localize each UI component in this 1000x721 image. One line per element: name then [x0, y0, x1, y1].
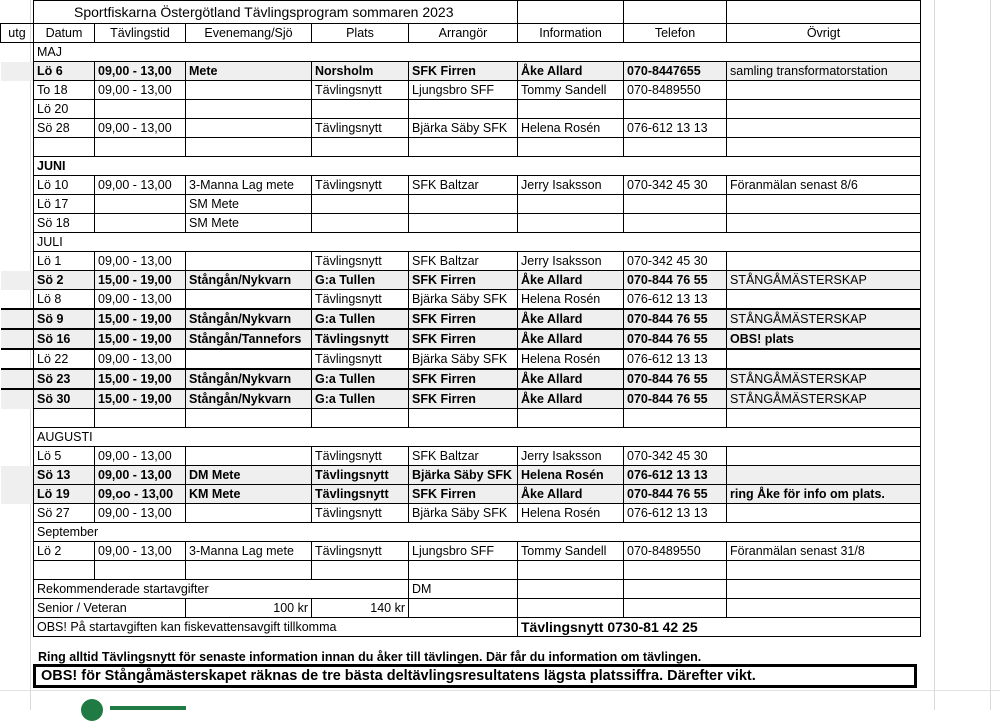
- cell-tid[interactable]: 15,00 - 19,00: [95, 369, 186, 389]
- header-cell[interactable]: Datum: [34, 24, 95, 43]
- cell-tel[interactable]: [624, 214, 727, 233]
- table-row: [1, 62, 921, 81]
- cell-tel[interactable]: 070-844 76 55: [624, 369, 727, 389]
- cell-event[interactable]: SM Mete: [186, 195, 312, 214]
- cell-datum[interactable]: To 18: [34, 81, 95, 100]
- cell-datum[interactable]: Sö 28: [34, 119, 95, 138]
- cell-arr[interactable]: SFK Firren: [409, 271, 518, 290]
- empty-row: [1, 138, 921, 157]
- table-row: [1, 271, 921, 290]
- cell-info[interactable]: Åke Allard: [518, 309, 624, 329]
- cell-event[interactable]: Stångån/Tannefors: [186, 329, 312, 349]
- cell-tel[interactable]: 070-844 76 55: [624, 309, 727, 329]
- table-row: [1, 119, 921, 138]
- cell-datum[interactable]: Sö 2: [34, 271, 95, 290]
- cell-plats[interactable]: [312, 195, 409, 214]
- cell-tel[interactable]: 076-612 13 13: [624, 466, 727, 485]
- header-cell[interactable]: Evenemang/Sjö: [186, 24, 312, 43]
- sheet-tab-icon[interactable]: [81, 699, 103, 721]
- cell-plats[interactable]: Tävlingsnytt: [312, 252, 409, 271]
- table-row: [1, 369, 921, 389]
- note-row: [1, 618, 921, 637]
- cell-info[interactable]: Helena Rosén: [518, 290, 624, 310]
- cell-arr[interactable]: SFK Firren: [409, 62, 518, 81]
- cell-tid[interactable]: [95, 214, 186, 233]
- cell-datum[interactable]: Lö 6: [34, 62, 95, 81]
- cell-info[interactable]: Åke Allard: [518, 369, 624, 389]
- cell-arr[interactable]: [409, 100, 518, 119]
- cell-ovr[interactable]: OBS! plats: [727, 329, 921, 349]
- table-row: [1, 309, 921, 329]
- cell-datum[interactable]: Lö 19: [34, 485, 95, 504]
- cell-datum[interactable]: Lö 2: [34, 542, 95, 561]
- cell-plats[interactable]: G:a Tullen: [312, 389, 409, 409]
- cell-tid[interactable]: 09,00 - 13,00: [95, 119, 186, 138]
- title-row: [1, 1, 921, 24]
- cell-tid[interactable]: 09,00 - 13,00: [95, 252, 186, 271]
- cell-datum[interactable]: Sö 18: [34, 214, 95, 233]
- header-cell[interactable]: Telefon: [624, 24, 727, 43]
- fee-label-row: [1, 580, 921, 599]
- table-row: [1, 349, 921, 369]
- cell-arr[interactable]: SFK Firren: [409, 329, 518, 349]
- cell-event[interactable]: Stångån/Nykvarn: [186, 389, 312, 409]
- cell-event[interactable]: SM Mete: [186, 214, 312, 233]
- cell-tel[interactable]: 070-342 45 30: [624, 176, 727, 195]
- cell-tel[interactable]: 070-844 76 55: [624, 389, 727, 409]
- cell-info[interactable]: Helena Rosén: [518, 466, 624, 485]
- cell-arr[interactable]: SFK Baltzar: [409, 252, 518, 271]
- cell-info[interactable]: Tommy Sandell: [518, 81, 624, 100]
- info-note: Ring alltid Tävlingsnytt för senaste information innan du åker till tävlingen. Där får du information om tävlingen.: [38, 650, 702, 664]
- table-row: [1, 176, 921, 195]
- cell-tel[interactable]: 070-8489550: [624, 542, 727, 561]
- cell-info[interactable]: Åke Allard: [518, 271, 624, 290]
- cell-info[interactable]: [518, 100, 624, 119]
- gridline: [934, 0, 935, 710]
- header-cell[interactable]: Tävlingstid: [95, 24, 186, 43]
- cell-tid[interactable]: 09,00 - 13,00: [95, 62, 186, 81]
- cell-datum[interactable]: Sö 16: [34, 329, 95, 349]
- cell-plats[interactable]: G:a Tullen: [312, 369, 409, 389]
- cell-info[interactable]: Åke Allard: [518, 62, 624, 81]
- cell-plats[interactable]: Tävlingsnytt: [312, 485, 409, 504]
- cell-info[interactable]: Helena Rosén: [518, 349, 624, 369]
- cell-ovr[interactable]: [727, 100, 921, 119]
- fee-label[interactable]: Rekommenderade startavgifter: [34, 580, 409, 599]
- cell-event[interactable]: 3-Manna Lag mete: [186, 176, 312, 195]
- cell-tid[interactable]: 09,oo - 13,00: [95, 485, 186, 504]
- cell-event[interactable]: [186, 504, 312, 523]
- cell-ovr[interactable]: [727, 195, 921, 214]
- cell-tid[interactable]: 09,00 - 13,00: [95, 176, 186, 195]
- table-row: [1, 329, 921, 349]
- section-label[interactable]: JUNI: [34, 157, 921, 176]
- header-row: [1, 24, 921, 43]
- cell-tid[interactable]: 09,00 - 13,00: [95, 447, 186, 466]
- cell-event[interactable]: [186, 447, 312, 466]
- cell-event[interactable]: Stångån/Nykvarn: [186, 271, 312, 290]
- cell-event[interactable]: Stångån/Nykvarn: [186, 309, 312, 329]
- table-row: [1, 290, 921, 310]
- cell-datum[interactable]: Sö 13: [34, 466, 95, 485]
- cell-event[interactable]: [186, 252, 312, 271]
- cell-ovr[interactable]: [727, 466, 921, 485]
- fee-dm-label[interactable]: DM: [409, 580, 518, 599]
- cell-tel[interactable]: 070-844 76 55: [624, 329, 727, 349]
- cell-ovr[interactable]: STÅNGÅMÄSTERSKAP: [727, 369, 921, 389]
- cell-tid[interactable]: 09,00 - 13,00: [95, 349, 186, 369]
- table-row: [1, 195, 921, 214]
- section-row-juni: [1, 157, 921, 176]
- cell-tid[interactable]: 09,00 - 13,00: [95, 81, 186, 100]
- cell-info[interactable]: Helena Rosén: [518, 504, 624, 523]
- stangan-note-box[interactable]: OBS! för Stångåmästerskapet räknas de tre bästa deltävlingsresultatens lägsta platssiffra. Därefter vikt.: [33, 664, 917, 688]
- cell-arr[interactable]: SFK Firren: [409, 389, 518, 409]
- cell-datum[interactable]: Sö 23: [34, 369, 95, 389]
- cell-datum[interactable]: Lö 22: [34, 349, 95, 369]
- cell-info[interactable]: Jerry Isaksson: [518, 447, 624, 466]
- cell-ovr[interactable]: Föranmälan senast 31/8: [727, 542, 921, 561]
- table-row: [1, 389, 921, 409]
- header-cell[interactable]: Information: [518, 24, 624, 43]
- table-row: [1, 504, 921, 523]
- cell-datum[interactable]: Lö 8: [34, 290, 95, 310]
- cell-event[interactable]: Stångån/Nykvarn: [186, 369, 312, 389]
- header-cell[interactable]: utg: [1, 24, 34, 43]
- header-cell[interactable]: Arrangör: [409, 24, 518, 43]
- cell-tel[interactable]: 070-342 45 30: [624, 447, 727, 466]
- cell-event[interactable]: 3-Manna Lag mete: [186, 542, 312, 561]
- cell-tid[interactable]: [95, 195, 186, 214]
- cell-datum[interactable]: Lö 20: [34, 100, 95, 119]
- cell-event[interactable]: [186, 349, 312, 369]
- cell-tid[interactable]: [95, 100, 186, 119]
- cell-tid[interactable]: 09,00 - 13,00: [95, 466, 186, 485]
- cell-datum[interactable]: Sö 27: [34, 504, 95, 523]
- cell-tel[interactable]: 070-342 45 30: [624, 252, 727, 271]
- cell-arr[interactable]: [409, 195, 518, 214]
- table-row: [1, 214, 921, 233]
- cell-info[interactable]: Jerry Isaksson: [518, 176, 624, 195]
- cell-datum[interactable]: Lö 17: [34, 195, 95, 214]
- section-label[interactable]: September: [34, 523, 921, 542]
- cell-info[interactable]: [518, 214, 624, 233]
- section-row-augusti: [1, 428, 921, 447]
- cell-info[interactable]: [518, 195, 624, 214]
- cell-ovr[interactable]: samling transformatorstation: [727, 62, 921, 81]
- cell-ovr[interactable]: STÅNGÅMÄSTERSKAP: [727, 309, 921, 329]
- cell-ovr[interactable]: [727, 349, 921, 369]
- cell-info[interactable]: Helena Rosén: [518, 119, 624, 138]
- cell-plats[interactable]: Tävlingsnytt: [312, 466, 409, 485]
- cell-ovr[interactable]: [727, 81, 921, 100]
- cell-tel[interactable]: 070-844 76 55: [624, 271, 727, 290]
- cell-arr[interactable]: Bjärka Säby SFK: [409, 290, 518, 310]
- cell-plats[interactable]: Tävlingsnytt: [312, 290, 409, 310]
- cell-ovr[interactable]: [727, 119, 921, 138]
- cell-tid[interactable]: 15,00 - 19,00: [95, 309, 186, 329]
- cell-ovr[interactable]: [727, 214, 921, 233]
- cell-plats[interactable]: Tävlingsnytt: [312, 81, 409, 100]
- cell-arr[interactable]: Bjärka Säby SFK: [409, 349, 518, 369]
- section-label[interactable]: JULI: [34, 233, 921, 252]
- cell-ovr[interactable]: [727, 504, 921, 523]
- cell-info[interactable]: Åke Allard: [518, 485, 624, 504]
- cell-ovr[interactable]: Föranmälan senast 8/6: [727, 176, 921, 195]
- cell-datum[interactable]: Sö 9: [34, 309, 95, 329]
- cell-event[interactable]: [186, 81, 312, 100]
- page-title[interactable]: Sportfiskarna Östergötland Tävlingsprogram sommaren 2023: [34, 1, 518, 24]
- cell-plats[interactable]: [312, 214, 409, 233]
- cell-tid[interactable]: 09,00 - 13,00: [95, 504, 186, 523]
- cell-arr[interactable]: Ljungsbro SFF: [409, 81, 518, 100]
- cell-ovr[interactable]: ring Åke för info om plats.: [727, 485, 921, 504]
- fee-values-row: [1, 599, 921, 618]
- header-cell[interactable]: Plats: [312, 24, 409, 43]
- cell-event[interactable]: Mete: [186, 62, 312, 81]
- table-row: [1, 100, 921, 119]
- cell-tel[interactable]: 070-8489550: [624, 81, 727, 100]
- cell-arr[interactable]: Ljungsbro SFF: [409, 542, 518, 561]
- cell-event[interactable]: KM Mete: [186, 485, 312, 504]
- cell-plats[interactable]: Tävlingsnytt: [312, 349, 409, 369]
- contact-number[interactable]: Tävlingsnytt 0730-81 42 25: [518, 618, 921, 637]
- table-row: [1, 252, 921, 271]
- table-row: [1, 447, 921, 466]
- active-sheet-indicator: [110, 706, 186, 710]
- cell-plats[interactable]: Tävlingsnytt: [312, 504, 409, 523]
- cell-datum[interactable]: Lö 10: [34, 176, 95, 195]
- cell-plats[interactable]: Tävlingsnytt: [312, 176, 409, 195]
- cell-datum[interactable]: Sö 30: [34, 389, 95, 409]
- cell-plats[interactable]: G:a Tullen: [312, 309, 409, 329]
- cell-tid[interactable]: 09,00 - 13,00: [95, 542, 186, 561]
- table-row: [1, 485, 921, 504]
- cell-event[interactable]: [186, 100, 312, 119]
- section-row-juli: [1, 233, 921, 252]
- gridline: [990, 0, 991, 710]
- cell-info[interactable]: Åke Allard: [518, 389, 624, 409]
- cell-tel[interactable]: 076-612 13 13: [624, 349, 727, 369]
- cell-ovr[interactable]: STÅNGÅMÄSTERSKAP: [727, 389, 921, 409]
- table-row: [1, 466, 921, 485]
- cell-arr[interactable]: SFK Firren: [409, 485, 518, 504]
- cell-plats[interactable]: G:a Tullen: [312, 271, 409, 290]
- cell-info[interactable]: Tommy Sandell: [518, 542, 624, 561]
- cell-info[interactable]: Jerry Isaksson: [518, 252, 624, 271]
- cell-tel[interactable]: 070-8447655: [624, 62, 727, 81]
- gridline: [0, 690, 1000, 691]
- section-label[interactable]: MAJ: [34, 43, 921, 62]
- cell-arr[interactable]: Bjärka Säby SFK: [409, 466, 518, 485]
- fee-note[interactable]: OBS! På startavgiften kan fiskevattensavgift tillkomma: [34, 618, 518, 637]
- cell-arr[interactable]: SFK Firren: [409, 369, 518, 389]
- cell-plats[interactable]: Tävlingsnytt: [312, 329, 409, 349]
- cell-arr[interactable]: Bjärka Säby SFK: [409, 504, 518, 523]
- fee-senior-value[interactable]: 100 kr: [186, 599, 312, 618]
- cell-arr[interactable]: Bjärka Säby SFK: [409, 119, 518, 138]
- table-row: [1, 81, 921, 100]
- cell-event[interactable]: [186, 119, 312, 138]
- cell-tid[interactable]: 15,00 - 19,00: [95, 329, 186, 349]
- section-row-maj: [1, 43, 921, 62]
- cell-ovr[interactable]: [727, 290, 921, 310]
- cell-plats[interactable]: [312, 100, 409, 119]
- cell-arr[interactable]: SFK Firren: [409, 309, 518, 329]
- cell-tel[interactable]: 070-844 76 55: [624, 485, 727, 504]
- empty-row: [1, 409, 921, 428]
- cell-tid[interactable]: 15,00 - 19,00: [95, 389, 186, 409]
- cell-plats[interactable]: Tävlingsnytt: [312, 119, 409, 138]
- cell-tel[interactable]: [624, 195, 727, 214]
- fee-senior-label[interactable]: Senior / Veteran: [34, 599, 186, 618]
- cell-plats[interactable]: Norsholm: [312, 62, 409, 81]
- cell-tid[interactable]: 09,00 - 13,00: [95, 290, 186, 310]
- cell-ovr[interactable]: [727, 252, 921, 271]
- cell-plats[interactable]: Tävlingsnytt: [312, 447, 409, 466]
- cell-event[interactable]: [186, 290, 312, 310]
- cell-arr[interactable]: SFK Baltzar: [409, 176, 518, 195]
- cell-arr[interactable]: SFK Baltzar: [409, 447, 518, 466]
- cell-tel[interactable]: 076-612 13 13: [624, 504, 727, 523]
- cell-arr[interactable]: [409, 214, 518, 233]
- cell-tel[interactable]: [624, 100, 727, 119]
- cell-datum[interactable]: Lö 1: [34, 252, 95, 271]
- cell-datum[interactable]: Lö 5: [34, 447, 95, 466]
- section-label[interactable]: AUGUSTI: [34, 428, 921, 447]
- cell-plats[interactable]: Tävlingsnytt: [312, 542, 409, 561]
- cell-event[interactable]: DM Mete: [186, 466, 312, 485]
- cell-tid[interactable]: 15,00 - 19,00: [95, 271, 186, 290]
- cell-ovr[interactable]: STÅNGÅMÄSTERSKAP: [727, 271, 921, 290]
- section-row-september: [1, 523, 921, 542]
- fee-dm-value[interactable]: 140 kr: [312, 599, 409, 618]
- cell-ovr[interactable]: [727, 447, 921, 466]
- cell-tel[interactable]: 076-612 13 13: [624, 290, 727, 310]
- cell-tel[interactable]: 076-612 13 13: [624, 119, 727, 138]
- header-cell[interactable]: Övrigt: [727, 24, 921, 43]
- table-row: [1, 542, 921, 561]
- cell-info[interactable]: Åke Allard: [518, 329, 624, 349]
- empty-row: [1, 561, 921, 580]
